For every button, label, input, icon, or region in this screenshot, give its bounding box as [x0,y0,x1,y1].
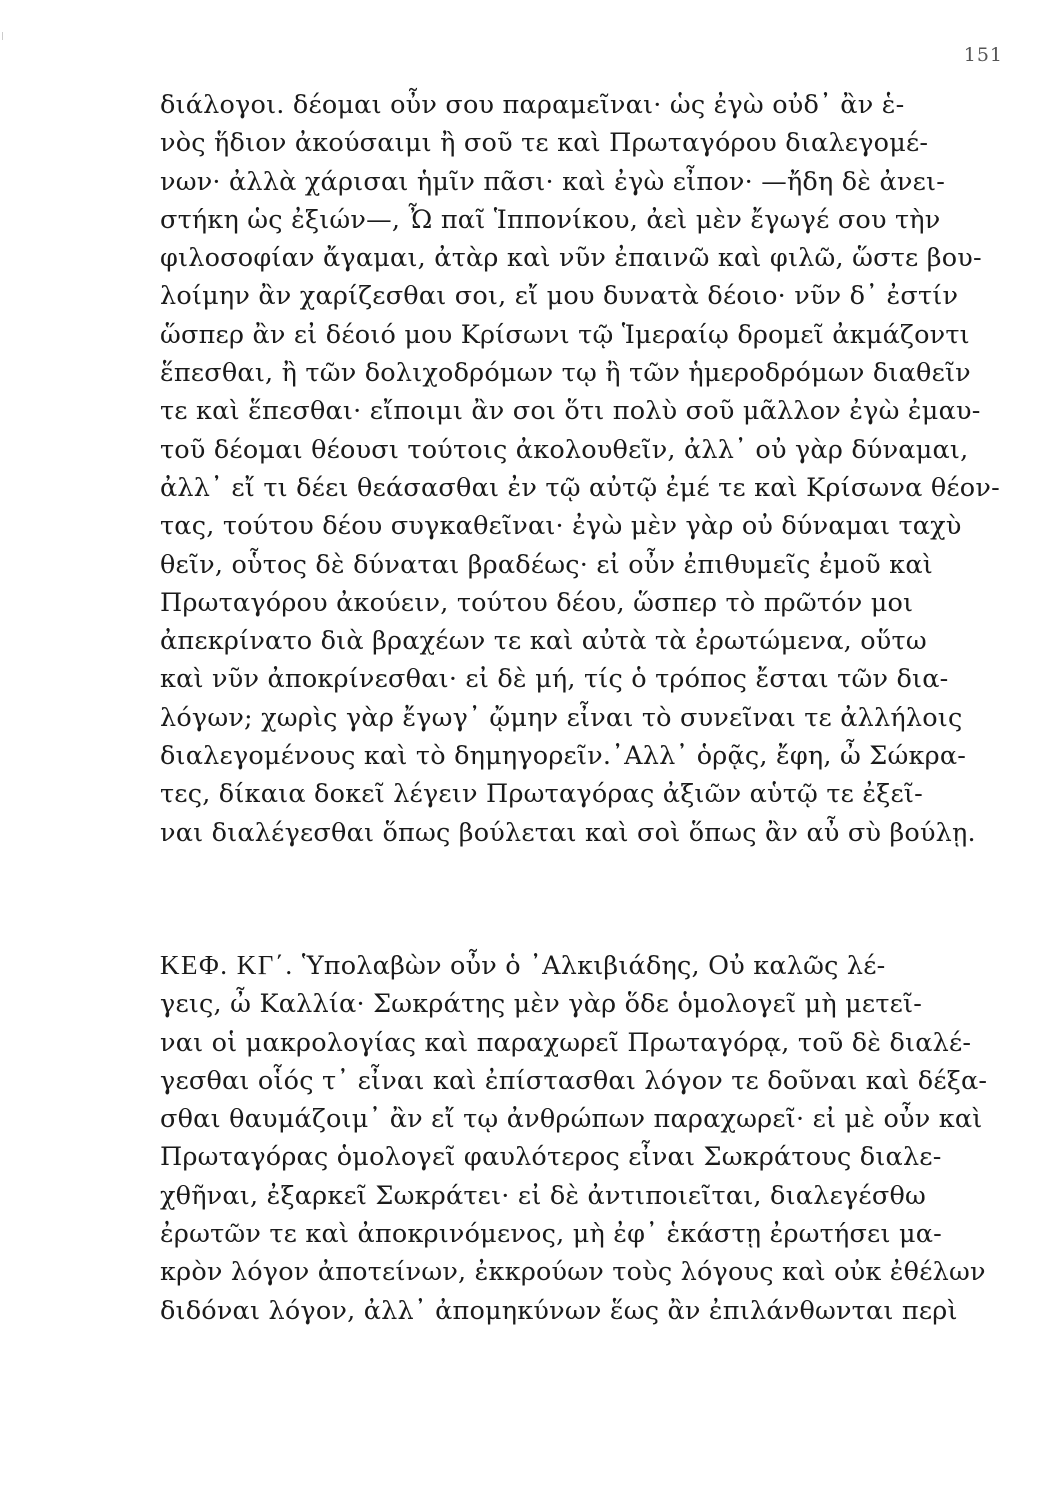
paragraph-continued [160,86,1000,852]
scan-edge-mark [2,32,3,40]
text-line: νὸς ἥδιον ἀκούσαιμι ἢ σοῦ τε καὶ Πρωταγόρου διαλεγομέ- [160,128,929,159]
text-line: ὥσπερ ἂν εἰ δέοιό μου Κρίσωνι τῷ Ἱμεραίῳ δρομεῖ ἀκμάζοντι [160,319,970,350]
text-line: καὶ νῦν ἀποκρίνεσθαι· εἰ δὲ μή, τίς ὁ τρόπος ἔσται τῶν δια- [160,664,949,695]
text-line: φιλοσοφίαν ἄγαμαι, ἀτὰρ καὶ νῦν ἐπαινῶ καὶ φιλῶ, ὥστε βου- [160,243,982,274]
text-line: διδόναι λόγον, ἀλλ᾽ ἀπομηκύνων ἕως ἂν ἐπιλάνθωνται περὶ [160,1295,958,1326]
text-line: θεῖν, οὗτος δὲ δύναται βραδέως· εἰ οὖν ἐπιθυμεῖς ἐμοῦ καὶ [160,549,933,580]
text-line: λόγων; χωρὶς γὰρ ἔγωγ᾽ ᾤμην εἶναι τὸ συνεῖναι τε ἀλλήλοις [160,702,963,733]
text-line: διάλογοι. δέομαι οὖν σου παραμεῖναι· ὡς ἐγὼ οὐδ᾽ ἂν ἑ- [160,90,905,120]
text-line: χθῆναι, ἐξαρκεῖ Σωκράτει· εἰ δὲ ἀντιποιεῖται, διαλεγέσθω [160,1180,926,1211]
chapter-paragraph [160,946,1000,1330]
text-line: ἀλλ᾽ εἴ τι δέει θεάσασθαι ἐν τῷ αὐτῷ ἐμέ τε καὶ Κρίσωνα θέον- [160,472,1000,503]
text-line: διαλεγομένους καὶ τὸ δημηγορεῖν.᾽Αλλ᾽ ὁρᾷς, ἔφη, ὦ Σώκρα- [160,741,967,772]
text-line: νων· ἀλλὰ χάρισαι ἡμῖν πᾶσι· καὶ ἐγὼ εἶπον· —ἤδη δὲ ἀνει- [160,166,946,197]
text-line: λοίμην ἂν χαρίζεσθαι σοι, εἴ μου δυνατὰ δέοιο· νῦν δ᾽ ἐστίν [160,281,959,312]
text-line: γεσθαι οἷός τ᾽ εἶναι καὶ ἐπίστασθαι λόγον τε δοῦναι καὶ δέξα- [160,1065,988,1096]
text-line: τοῦ δέομαι θέουσι τούτοις ἀκολουθεῖν, ἀλλ᾽ οὐ γὰρ δύναμαι, [160,434,969,465]
text-line: τες, δίκαια δοκεῖ λέγειν Πρωταγόρας ἀξιῶν αὑτῷ τε ἐξεῖ- [160,779,923,810]
text-line: Πρωταγόρας ὁμολογεῖ φαυλότερος εἶναι Σωκράτους διαλε- [160,1142,942,1173]
text-line: στήκη ὡς ἐξιών—, Ὦ παῖ Ἱππονίκου, ἀεὶ μὲν ἔγωγέ σου τὴν [160,204,941,235]
text-line-content: Ὑπολαβὼν οὖν ὁ ᾽Αλκιβιάδης, Οὐ καλῶς λέ- [301,951,886,981]
text-line-with-heading [160,946,1000,985]
text-line: ἐρωτῶν τε καὶ ἀποκρινόμενος, μὴ ἐφ᾽ ἑκάστῃ ἐρωτήσει μα- [160,1219,942,1250]
text-line: τας, τούτου δέου συγκαθεῖναι· ἐγὼ μὲν γὰρ οὐ δύναμαι ταχὺ [160,511,962,542]
text-line: Πρωταγόρου ἀκούειν, τούτου δέου, ὥσπερ τὸ πρῶτόν μοι [160,587,914,618]
chapter-heading: ΚΕΦ. ΚΓ΄. [160,950,294,980]
text-line: ἕπεσθαι, ἢ τῶν δολιχοδρόμων τῳ ἢ τῶν ἡμεροδρόμων διαθεῖν [160,358,971,389]
text-line: ναι διαλέγεσθαι ὅπως βούλεται καὶ σοὶ ὅπως ἂν αὖ σὺ βούλῃ. [160,817,976,848]
text-line: γεις, ὦ Καλλία· Σωκράτης μὲν γὰρ ὅδε ὁμολογεῖ μὴ μετεῖ- [160,989,923,1020]
text-line: κρὸν λόγον ἀποτείνων, ἐκκρούων τοὺς λόγους καὶ οὐκ ἐθέλων [160,1257,986,1288]
page-number: 151 [963,44,1003,66]
text-line: ναι οἱ μακρολογίας καὶ παραχωρεῖ Πρωταγόρᾳ, τοῦ δὲ διαλέ- [160,1027,972,1058]
text-line: ἀπεκρίνατο διὰ βραχέων τε καὶ αὐτὰ τὰ ἐρωτώμενα, οὕτω [160,626,927,657]
text-line: σθαι θαυμάζοιμ᾽ ἂν εἴ τῳ ἀνθρώπων παραχωρεῖ· εἰ μὲ οὖν καὶ [160,1104,983,1135]
text-line: τε καὶ ἕπεσθαι· εἴποιμι ἂν σοι ὅτι πολὺ σοῦ μᾶλλον ἐγὼ ἐμαυ- [160,396,981,427]
